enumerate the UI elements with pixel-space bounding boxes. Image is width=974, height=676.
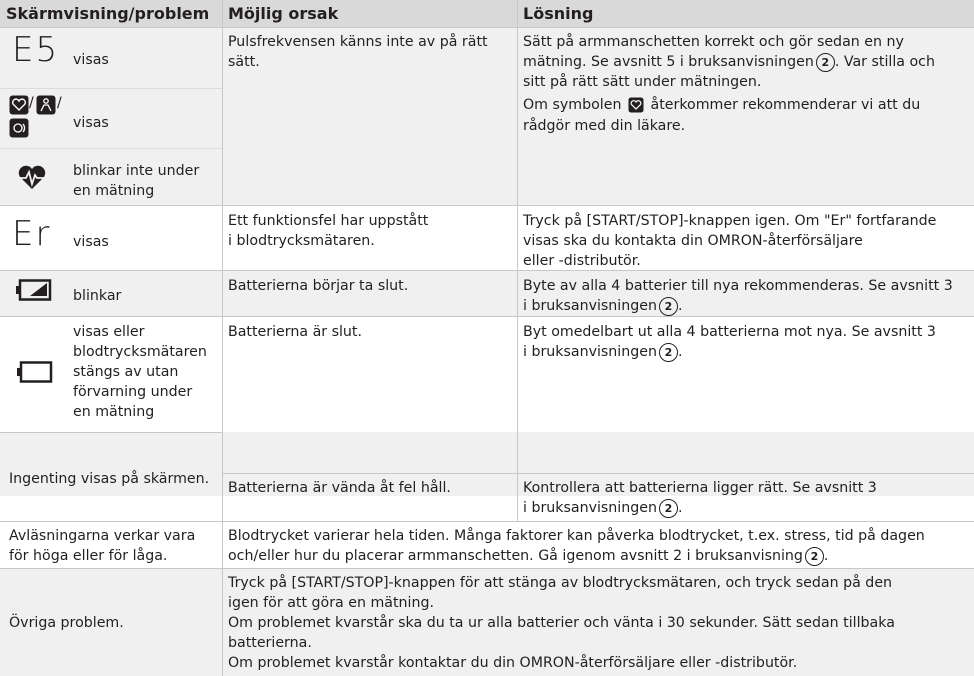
ref-2-icon: 2: [816, 53, 835, 72]
other-text-line2: igen för att göra en mätning.: [228, 595, 434, 611]
pulse-solution-line4: [523, 95, 920, 115]
slash-icon: /: [57, 95, 62, 111]
wave-icon: [9, 118, 29, 142]
er-solution-line3: eller -distributör.: [523, 253, 641, 269]
batt-empty-solution-tail: .: [677, 344, 683, 360]
readings-text-tail: .: [823, 548, 829, 564]
heart-label-line2: en mätning: [73, 183, 155, 199]
batt-empty-solution-line2: [523, 342, 682, 362]
batt-empty-label-line5: en mätning: [73, 404, 155, 420]
readings-label-line2: för höga eller för låga.: [9, 548, 168, 564]
heart-icon: [628, 97, 644, 113]
ref-2-icon: 2: [659, 297, 678, 316]
row-line: [0, 521, 974, 522]
er-cause-line1: Ett funktionsfel har uppstått: [228, 213, 429, 229]
batt-low-solution-text: i bruksanvisningen: [523, 298, 657, 314]
header-col-solution: Lösning: [518, 0, 974, 27]
batt-empty-solution-text: i bruksanvisningen: [523, 344, 657, 360]
ref-2-icon: 2: [659, 499, 678, 518]
slash-icon: /: [29, 95, 34, 111]
battery-low-icon: [16, 279, 52, 305]
es-label: visas: [73, 52, 109, 68]
pulse-solution-text: mätning. Se avsnitt 5 i bruksanvisningen: [523, 54, 814, 70]
nothing-solution-line2: [523, 498, 682, 518]
pulse-cause-line1: Pulsfrekvensen känns inte av på rätt: [228, 34, 488, 50]
readings-text-line1: Blodtrycket varierar hela tiden. Många faktorer kan påverka blodtrycket, t.ex. stress, tid på dagen: [228, 528, 925, 544]
row-line: [0, 27, 974, 28]
readings-text: och/eller hur du placerar armmanschetten. Gå igenom avsnitt 2 i bruksanvisning: [228, 548, 803, 564]
pulse-solution-text: återkommer rekommenderar vi att du: [650, 97, 921, 113]
ref-2-icon: 2: [659, 343, 678, 362]
heart-icon: [9, 95, 29, 119]
batt-empty-label-line3: stängs av utan: [73, 364, 179, 380]
nothing-solution-tail: .: [677, 500, 683, 516]
other-text-line4: batterierna.: [228, 635, 312, 651]
other-text-line1: Tryck på [START/STOP]-knappen för att stänga av blodtrycksmätaren, och tryck sedan på den: [228, 575, 893, 591]
es-display-symbol: E5: [12, 30, 60, 70]
pulse-solution-text: Om symbolen: [523, 97, 622, 113]
col-divider-1: [222, 0, 223, 676]
nothing-cause: Batterierna är vända åt fel håll.: [228, 480, 451, 496]
pulse-solution-line1: Sätt på armmanschetten korrekt och gör sedan en ny: [523, 34, 904, 50]
pulse-solution-line3: sitt på rätt sätt under mätningen.: [523, 74, 762, 90]
readings-text-line2: [228, 546, 828, 566]
other-text-line5: Om problemet kvarstår kontaktar du din OMRON-återförsäljare eller -distributör.: [228, 655, 798, 671]
icons-label: visas: [73, 115, 109, 131]
row-line: [0, 568, 974, 569]
other-text-line3: Om problemet kvarstår ska du ta ur alla batterier och vänta i 30 sekunder. Sätt sedan tillbaka: [228, 615, 895, 631]
pulse-solution-line2: [523, 52, 935, 72]
nothing-solution-line1: Kontrollera att batterierna ligger rätt. Se avsnitt 3: [523, 480, 877, 496]
col-divider-2: [517, 0, 518, 521]
person-icon: [36, 95, 56, 119]
ref-2-icon: 2: [805, 547, 824, 566]
nothing-label: Ingenting visas på skärmen.: [9, 471, 210, 487]
batt-low-cause: Batterierna börjar ta slut.: [228, 278, 409, 294]
batt-low-solution-tail: .: [677, 298, 683, 314]
er-label: visas: [73, 234, 109, 250]
batt-low-label: blinkar: [73, 288, 122, 304]
er-solution-line1: Tryck på [START/STOP]-knappen igen. Om "Er" fortfarande: [523, 213, 937, 229]
batt-empty-label-line2: blodtrycksmätaren: [73, 344, 207, 360]
nothing-solution-text: i bruksanvisningen: [523, 500, 657, 516]
pulse-cause-line2: sätt.: [228, 54, 260, 70]
batt-empty-label-line1: visas eller: [73, 324, 145, 340]
pulse-solution-line5: rådgör med din läkare.: [523, 118, 686, 134]
er-solution-line2: visas ska du kontakta din OMRON-återförsäljare: [523, 233, 863, 249]
row-line: [0, 316, 974, 317]
batt-low-solution-line1: Byte av alla 4 batterier till nya rekommenderas. Se avsnitt 3: [523, 278, 953, 294]
heart-pulse-icon: [17, 164, 47, 194]
row-line: [0, 205, 974, 206]
batt-empty-label-line4: förvarning under: [73, 384, 193, 400]
other-label: Övriga problem.: [9, 615, 124, 631]
er-cause-line2: i blodtrycksmätaren.: [228, 233, 375, 249]
row-line: [222, 473, 974, 474]
battery-empty-icon: [17, 361, 53, 387]
header-col-display: Skärmvisning/problem: [0, 0, 222, 27]
row-line: [0, 270, 974, 271]
row-line: [0, 88, 222, 89]
batt-empty-solution-line1: Byt omedelbart ut alla 4 batterierna mot nya. Se avsnitt 3: [523, 324, 936, 340]
heart-label-line1: blinkar inte under: [73, 163, 200, 179]
row-line: [0, 148, 222, 149]
er-display-symbol: Er: [12, 214, 52, 254]
batt-empty-cause: Batterierna är slut.: [228, 324, 362, 340]
row-line: [0, 432, 222, 433]
batt-low-solution-line2: [523, 296, 682, 316]
header-col-cause: Möjlig orsak: [223, 0, 517, 27]
readings-label-line1: Avläsningarna verkar vara: [9, 528, 196, 544]
pulse-solution-tail: . Var stilla och: [834, 54, 935, 70]
